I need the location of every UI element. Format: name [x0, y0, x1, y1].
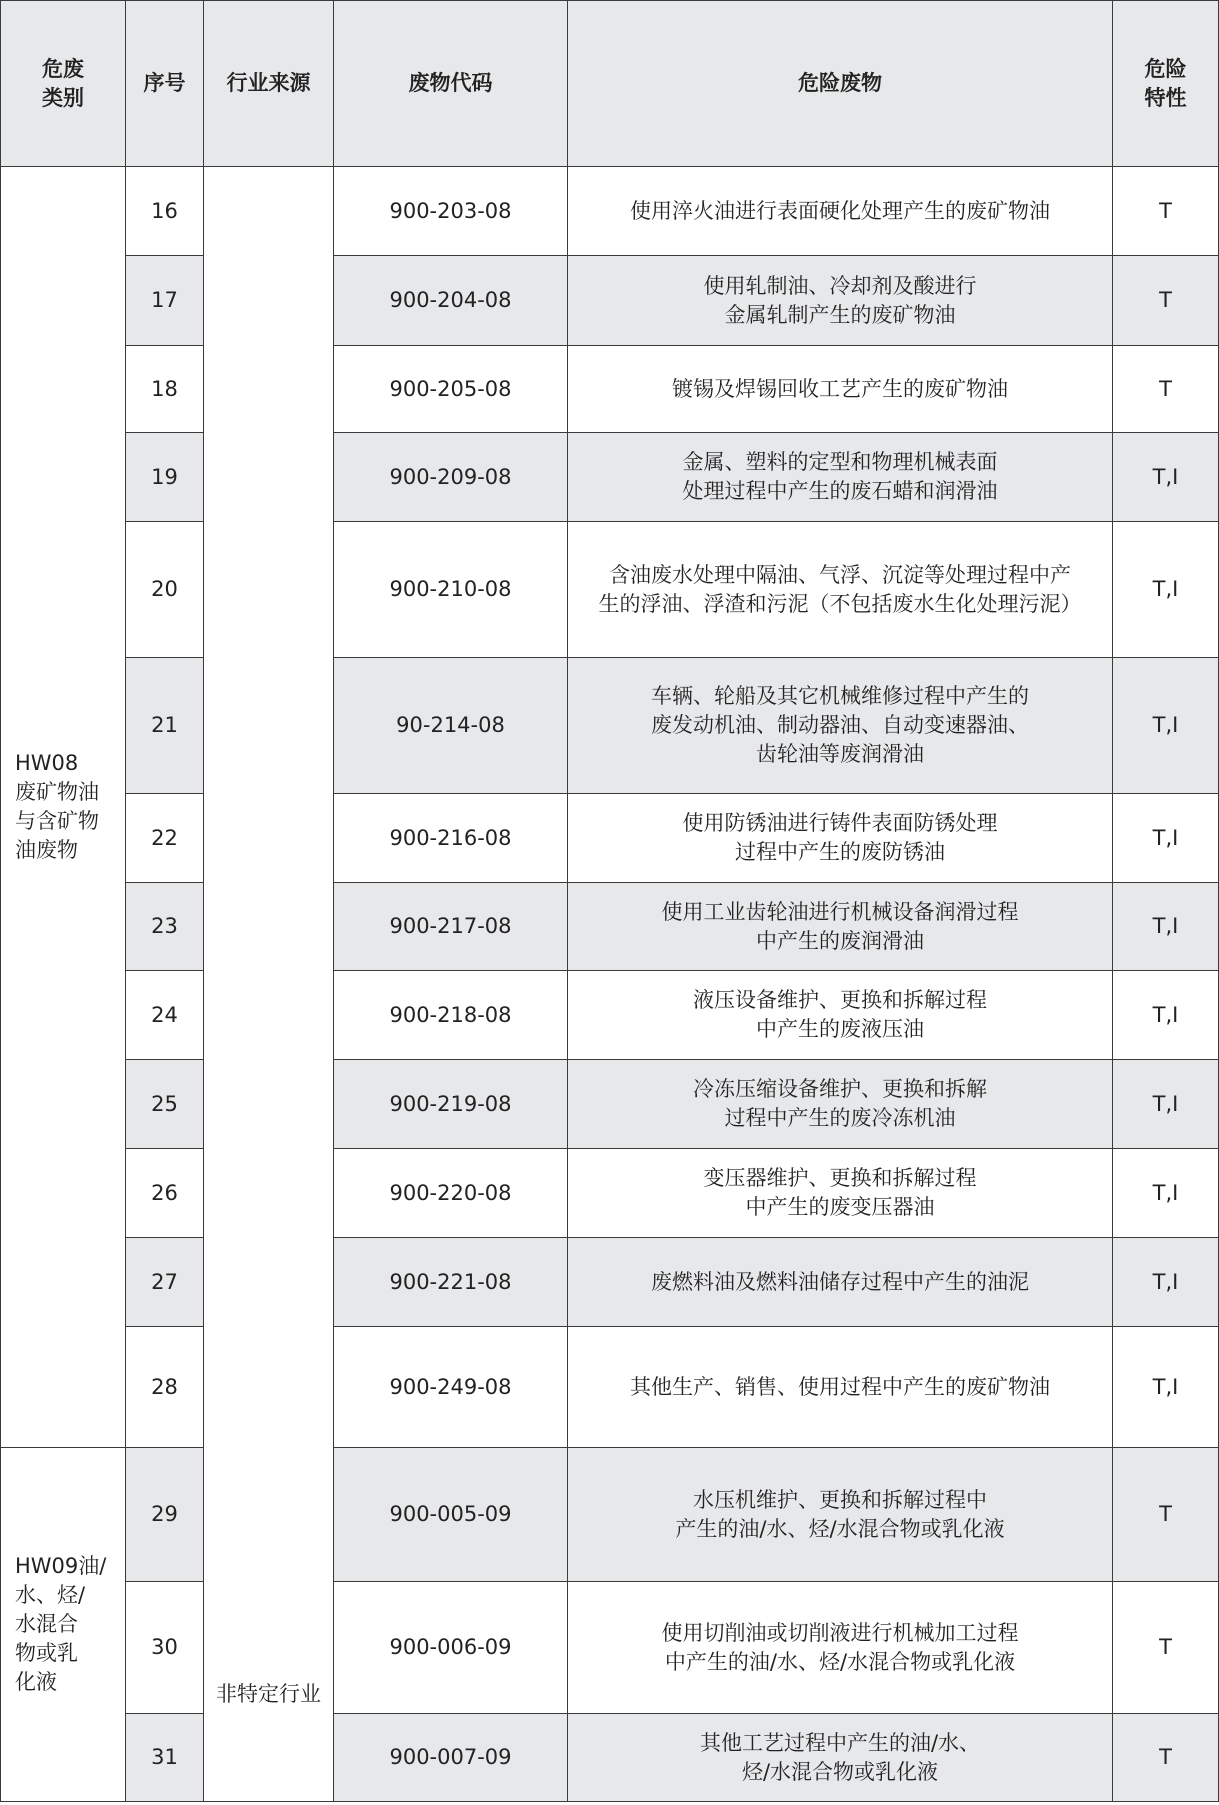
- waste-line: 齿轮油等废润滑油: [756, 742, 924, 766]
- header-hazard-line: 特性: [1144, 85, 1187, 110]
- category-line: 化液: [15, 1670, 57, 1694]
- table-row: [1, 256, 1219, 346]
- waste-cell: [568, 971, 1113, 1060]
- header-category-line: 类别: [42, 85, 84, 110]
- waste-line: 液压设备维护、更换和拆解过程: [693, 988, 987, 1012]
- table-row: [1, 1714, 1219, 1802]
- hazard-cell: T: [1113, 346, 1219, 433]
- waste-line: 中产生的废润滑油: [756, 928, 924, 953]
- table-row: [1, 883, 1219, 971]
- code-cell: 900-249-08: [334, 1327, 568, 1448]
- waste-line: 过程中产生的废防锈油: [735, 840, 945, 864]
- category-line: 与含矿物: [15, 809, 99, 833]
- seq-cell: 21: [126, 658, 204, 794]
- seq-cell: 24: [126, 971, 204, 1060]
- category-line: HW09油/: [15, 1554, 107, 1578]
- waste-line: 水压机维护、更换和拆解过程中: [693, 1487, 987, 1512]
- category-line: 油废物: [15, 838, 78, 862]
- hazard-cell: T,I: [1113, 433, 1219, 522]
- hazard-cell: T: [1113, 1582, 1219, 1714]
- waste-cell: [568, 256, 1113, 346]
- code-cell: 900-204-08: [334, 256, 568, 346]
- waste-cell: [568, 1149, 1113, 1238]
- waste-line: 烃/水混合物或乳化液: [741, 1759, 939, 1784]
- table-row: [1, 167, 1219, 256]
- category-line: 水混合: [15, 1612, 78, 1636]
- code-cell: 900-221-08: [334, 1238, 568, 1327]
- waste-line: 金属、塑料的定型和物理机械表面: [682, 450, 998, 474]
- table-body: [1, 167, 1219, 1802]
- waste-line: 过程中产生的废冷冻机油: [724, 1106, 956, 1130]
- seq-cell: 18: [126, 346, 204, 433]
- waste-line: 处理过程中产生的废石蜡和润滑油: [682, 479, 998, 503]
- header-seq: 序号: [126, 1, 204, 167]
- waste-cell: [568, 1714, 1113, 1802]
- source-cell: 非特定行业: [204, 167, 334, 1802]
- code-cell: 900-005-09: [334, 1448, 568, 1582]
- waste-line: 金属轧制产生的废矿物油: [724, 302, 956, 327]
- category-cell: [1, 1448, 126, 1802]
- waste-line: 变压器维护、更换和拆解过程: [703, 1166, 977, 1190]
- header-waste: 危险废物: [568, 1, 1113, 167]
- seq-cell: 29: [126, 1448, 204, 1582]
- waste-cell: [568, 1238, 1113, 1327]
- seq-cell: 27: [126, 1238, 204, 1327]
- waste-line: 中产生的废液压油: [756, 1017, 924, 1041]
- code-cell: 900-210-08: [334, 522, 568, 658]
- code-cell: 900-218-08: [334, 971, 568, 1060]
- table-row: [1, 1149, 1219, 1238]
- category-line: 物或乳: [15, 1641, 78, 1665]
- waste-line: 生的浮油、浮渣和污泥（不包括废水生化处理污泥）: [598, 591, 1082, 616]
- category-cell: [1, 167, 126, 1448]
- table-row: [1, 971, 1219, 1060]
- seq-cell: 17: [126, 256, 204, 346]
- hazard-cell: T: [1113, 1714, 1219, 1802]
- waste-cell: [568, 167, 1113, 256]
- seq-cell: 30: [126, 1582, 204, 1714]
- waste-line: 废发动机油、制动器油、自动变速器油、: [651, 713, 1029, 737]
- header-hazard-line: 危险: [1144, 56, 1187, 81]
- waste-line: 使用防锈油进行铸件表面防锈处理: [682, 811, 998, 835]
- header-category: [1, 1, 126, 167]
- hazard-cell: T,I: [1113, 883, 1219, 971]
- header-source: 行业来源: [204, 1, 334, 167]
- table-row: [1, 1582, 1219, 1714]
- code-cell: 90-214-08: [334, 658, 568, 794]
- waste-cell: [568, 794, 1113, 883]
- table-row: [1, 1238, 1219, 1327]
- waste-line: 中产生的油/水、烃/水混合物或乳化液: [664, 1649, 1016, 1674]
- waste-line: 含油废水处理中隔油、气浮、沉淀等处理过程中产: [609, 562, 1071, 587]
- code-cell: 900-216-08: [334, 794, 568, 883]
- waste-line: 其他生产、销售、使用过程中产生的废矿物油: [630, 1374, 1050, 1399]
- waste-line: 使用淬火油进行表面硬化处理产生的废矿物油: [630, 198, 1050, 223]
- seq-cell: 28: [126, 1327, 204, 1448]
- category-line: 水、烃/: [15, 1583, 86, 1607]
- header-row: [1, 1, 1219, 167]
- waste-cell: [568, 1327, 1113, 1448]
- hazard-cell: T,I: [1113, 1327, 1219, 1448]
- seq-cell: 19: [126, 433, 204, 522]
- table-row: [1, 433, 1219, 522]
- table-row: [1, 346, 1219, 433]
- table-row: [1, 794, 1219, 883]
- waste-line: 镀锡及焊锡回收工艺产生的废矿物油: [672, 376, 1008, 401]
- seq-cell: 31: [126, 1714, 204, 1802]
- waste-cell: [568, 346, 1113, 433]
- header-hazard: [1113, 1, 1219, 167]
- hazard-cell: T,I: [1113, 1060, 1219, 1149]
- waste-line: 其他工艺过程中产生的油/水、: [699, 1730, 981, 1755]
- seq-cell: 26: [126, 1149, 204, 1238]
- hazard-cell: T,I: [1113, 1238, 1219, 1327]
- waste-line: 使用轧制油、冷却剂及酸进行: [703, 273, 977, 298]
- waste-cell: [568, 1060, 1113, 1149]
- waste-line: 使用工业齿轮油进行机械设备润滑过程: [661, 899, 1019, 924]
- waste-cell: [568, 433, 1113, 522]
- code-cell: 900-220-08: [334, 1149, 568, 1238]
- waste-line: 中产生的废变压器油: [745, 1195, 935, 1219]
- waste-cell: [568, 658, 1113, 794]
- code-cell: 900-209-08: [334, 433, 568, 522]
- table-row: [1, 1060, 1219, 1149]
- table-row: [1, 1448, 1219, 1582]
- waste-line: 使用切削油或切削液进行机械加工过程: [661, 1620, 1019, 1645]
- hazard-cell: T,I: [1113, 522, 1219, 658]
- table-row: [1, 1327, 1219, 1448]
- hazard-cell: T: [1113, 167, 1219, 256]
- waste-cell: [568, 883, 1113, 971]
- code-cell: 900-219-08: [334, 1060, 568, 1149]
- table-row: [1, 658, 1219, 794]
- seq-cell: 16: [126, 167, 204, 256]
- code-cell: 900-007-09: [334, 1714, 568, 1802]
- hazard-cell: T: [1113, 1448, 1219, 1582]
- hazard-cell: T,I: [1113, 971, 1219, 1060]
- table-row: [1, 522, 1219, 658]
- code-cell: 900-203-08: [334, 167, 568, 256]
- seq-cell: 25: [126, 1060, 204, 1149]
- seq-cell: 22: [126, 794, 204, 883]
- hazard-cell: T,I: [1113, 658, 1219, 794]
- header-code: 废物代码: [334, 1, 568, 167]
- category-line: HW08: [15, 751, 79, 775]
- category-line: 废矿物油: [15, 780, 99, 804]
- header-category-line: 危废: [42, 56, 84, 81]
- hazard-cell: T,I: [1113, 1149, 1219, 1238]
- code-cell: 900-205-08: [334, 346, 568, 433]
- waste-cell: [568, 1448, 1113, 1582]
- code-cell: 900-217-08: [334, 883, 568, 971]
- waste-line: 冷冻压缩设备维护、更换和拆解: [693, 1077, 987, 1101]
- waste-line: 车辆、轮船及其它机械维修过程中产生的: [651, 684, 1029, 708]
- waste-cell: [568, 522, 1113, 658]
- code-cell: 900-006-09: [334, 1582, 568, 1714]
- waste-cell: [568, 1582, 1113, 1714]
- hazard-cell: T: [1113, 256, 1219, 346]
- waste-line: 产生的油/水、烃/水混合物或乳化液: [675, 1516, 1005, 1541]
- waste-line: 废燃料油及燃料油储存过程中产生的油泥: [651, 1269, 1029, 1294]
- seq-cell: 23: [126, 883, 204, 971]
- hazard-cell: T,I: [1113, 794, 1219, 883]
- seq-cell: 20: [126, 522, 204, 658]
